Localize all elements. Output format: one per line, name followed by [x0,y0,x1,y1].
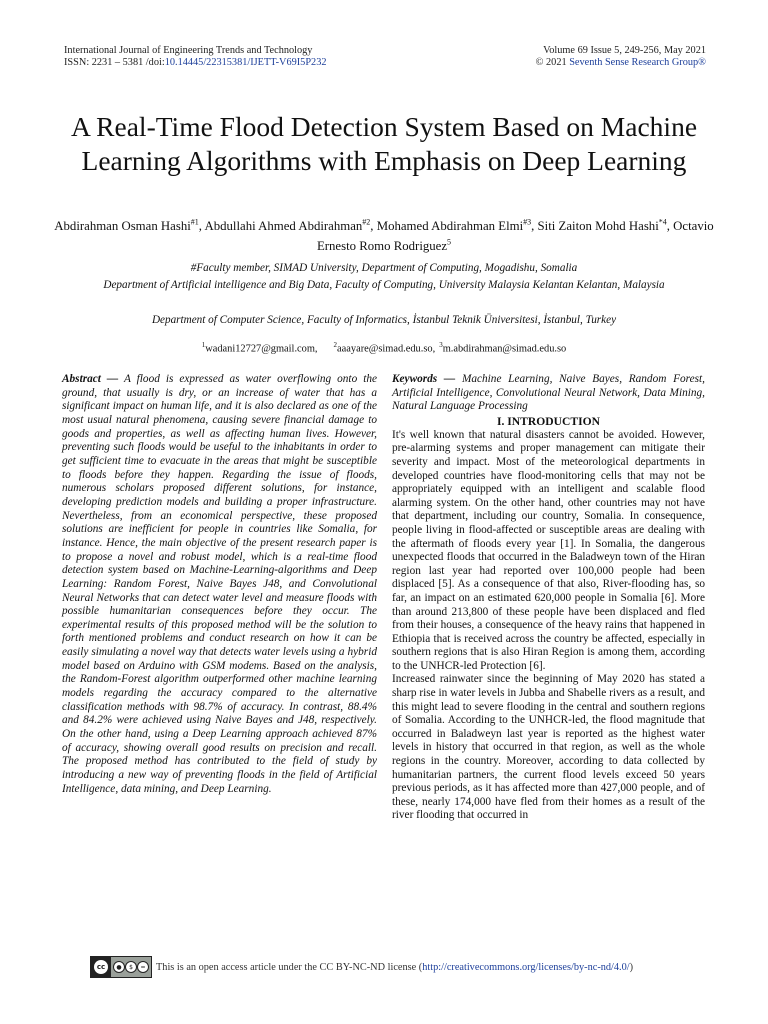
abstract-label: Abstract — [62,373,119,385]
affiliation-1: #Faculty member, SIMAD University, Department of Computing, Mogadishu, Somalia [190,262,578,274]
cc-icon: cc [94,960,108,974]
section-heading-introduction: I. INTRODUCTION [496,414,601,428]
cc-license-badge[interactable] [90,956,152,978]
license-link[interactable]: http://creativecommons.org/licenses/by-nc-nd/4.0/ [422,961,630,973]
doi-link[interactable]: 10.14445/22315381/IJETT-V69I5P232 [164,57,327,68]
issn-prefix: ISSN: 2231 – 5381 /doi: [64,57,165,68]
issn-line [64,57,327,69]
journal-header-right [536,45,706,69]
email-2[interactable]: aaayare@simad.edu.so, [337,343,436,355]
affiliation-3: Department of Computer Science, Faculty of Informatics, İstanbul Teknik Üniversitesi, İstanbul, Turkey [151,314,617,326]
abstract [62,373,377,796]
author-list [40,215,728,254]
by-icon: ● [113,961,125,973]
affiliation-2: Department of Artificial intelligence and Big Data, Faculty of Computing, University Malaysia Kelantan Kelantan, Malaysia [103,279,665,291]
nc-icon: $ [125,961,137,973]
license-footer [90,956,633,978]
keywords-text: Machine Learning, Naive Bayes, Random Forest, Artificial Intelligence, Convolutional Neural Network, Data Mining, Natural Language Processing [392,373,706,413]
intro-paragraph-2: Increased rainwater since the beginning of May 2020 has stated a sharp rise in water levels in Jubba and Shabelle rivers as a result, and this might lead to severe flooding in the central and southern regions of Somalia. According to the UNHCR-led, the flood magnitude that occurred in Baladweyn last year is reported as the highest water levels in history that occurred in that region, as well as the whole regions in the country. Moreover, according to data collected by humanitarian partners, the current flood levels exceed 50 years previous periods, as it has affected more than 427,000 people, and of these, nearly 174,000 have fled from their homes as a result of the river flooding that occurred in [392,673,705,822]
license-text: This is an open access article under the CC BY-NC-ND license (http://creativecommons.org/licenses/by-nc-nd/4.0/) [156,961,634,973]
publisher-link[interactable]: Seventh Sense Research Group® [569,57,706,68]
author-5: Octavio Ernesto Romo Rodriguez$^5$ [316,219,714,253]
email-list: $^1$wadani12727@gmail.com, $^2$aaayare@simad.edu.so, $^3$m.abdirahman@simad.edu.so [201,341,567,355]
nd-icon: = [137,961,149,973]
volume-info: Volume 69 Issue 5, 249-256, May 2021 [543,45,706,56]
abstract-text: A flood is expressed as water overflowing onto the ground, that usually is dry, or an increase of water that has a significant impact on human life, and it is also declared as one of the most usual natural phenomena, causing severe financial damage to goods and properties, as well as affecting human lives. However, preventing such floods would be useful to the inhabitants in order to get sufficient time to evacuate in the areas that might be susceptible to floods before they happen. Regarding the issue of floods, numerous scholars proposed different solutions, for instance, developing prediction models and building a proper infrastructure. Nevertheless, from an economical perspective, these proposed solutions are inefficient for people in countries like Somalia, for instance. Hence, the main objective of the present research paper is to propose a novel and robust model, which is a real-time flood detection system based on Machine-Learning-algorithms and Deep Learning: Random Forest, Naive Bayes J48, and Convolutional Neural Networks that can detect water level and measure floods with possible humanitarian consequences before they occur. The experimental results of this proposed method will be the solution to forth mentioned problems and conduct research on how it can be easily simulating a novel way that detects water levels using a hybrid model based on Arduino with GSM modems. Based on the analysis, the Random-Forest algorithm outperformed other machine learning models regarding the accuracy compared to the alternative classification methods with 98.7% of accuracy. In contrast, 88.4% and 84.2% were achieved using Naive Bayes and J48, respectively. On the other hand, using a Deep Learning approach achieved 87% of accuracy, showing overall good results on precision and recall. The proposed method has contributed to the field of study by introducing a new way of preventing floods in the field of Artificial Intelligence, data mining, and Deep Learning. [62,373,377,795]
journal-name: International Journal of Engineering Trends and Technology [64,45,313,56]
author-4: Siti Zaiton Mohd Hashi$^{*4}$, [537,218,674,234]
right-column [392,373,705,823]
paper-title: A Real-Time Flood Detection System Based on Machine Learning Algorithms with Emphasis on Deep Learning [70,111,698,176]
keywords-label: Keywords — [392,373,456,385]
abstract-column [62,373,377,796]
email-3[interactable]: m.abdirahman@simad.edu.so [442,343,567,355]
copyright-line [536,57,706,69]
email-1[interactable]: wadani12727@gmail.com, [205,343,318,355]
author-2: Abdullahi Ahmed Abdirahman$^{\#2}$, [204,218,377,234]
author-1: Abdirahman Osman Hashi$^{\#1}$, [54,218,205,234]
intro-paragraph-1: It's well known that natural disasters cannot be avoided. However, pre-alarming systems and proper management can mitigate their severity and impact. Most of the meteorological departments in developed countries have flood-monitoring cells that may not be appropriately equipped with an intelligent and scalable flood alarming system. On the other hand, other countries may not have that department, including our country, Somalia. In consequence, people living in flood-affected or susceptible areas are dealing with the aftermath of floods every year [1]. In Somalia, the dangerous unexpected floods that occurred in the Baladweyn town of the Hiran region last year had reported over 100,000 people had been displaced [5]. As a consequence of that also, River-flooding has, so far, an impact on an estimated 620,000 people in Somalia [6]. More than around 213,800 of these people have been displaced and fled from their houses, a consequence of the heavy rains that happened in Ethiopia that is received across the country be affected, especially in southern regions that is also Hiran Region is among them, according to the UNHCR-led Protection [6]. [392,428,705,672]
journal-header-left [64,45,327,69]
author-3: Mohamed Abdirahman Elmi$^{\#3}$, [376,218,538,234]
keywords [392,373,705,414]
copyright-prefix: © 2021 [535,57,570,68]
